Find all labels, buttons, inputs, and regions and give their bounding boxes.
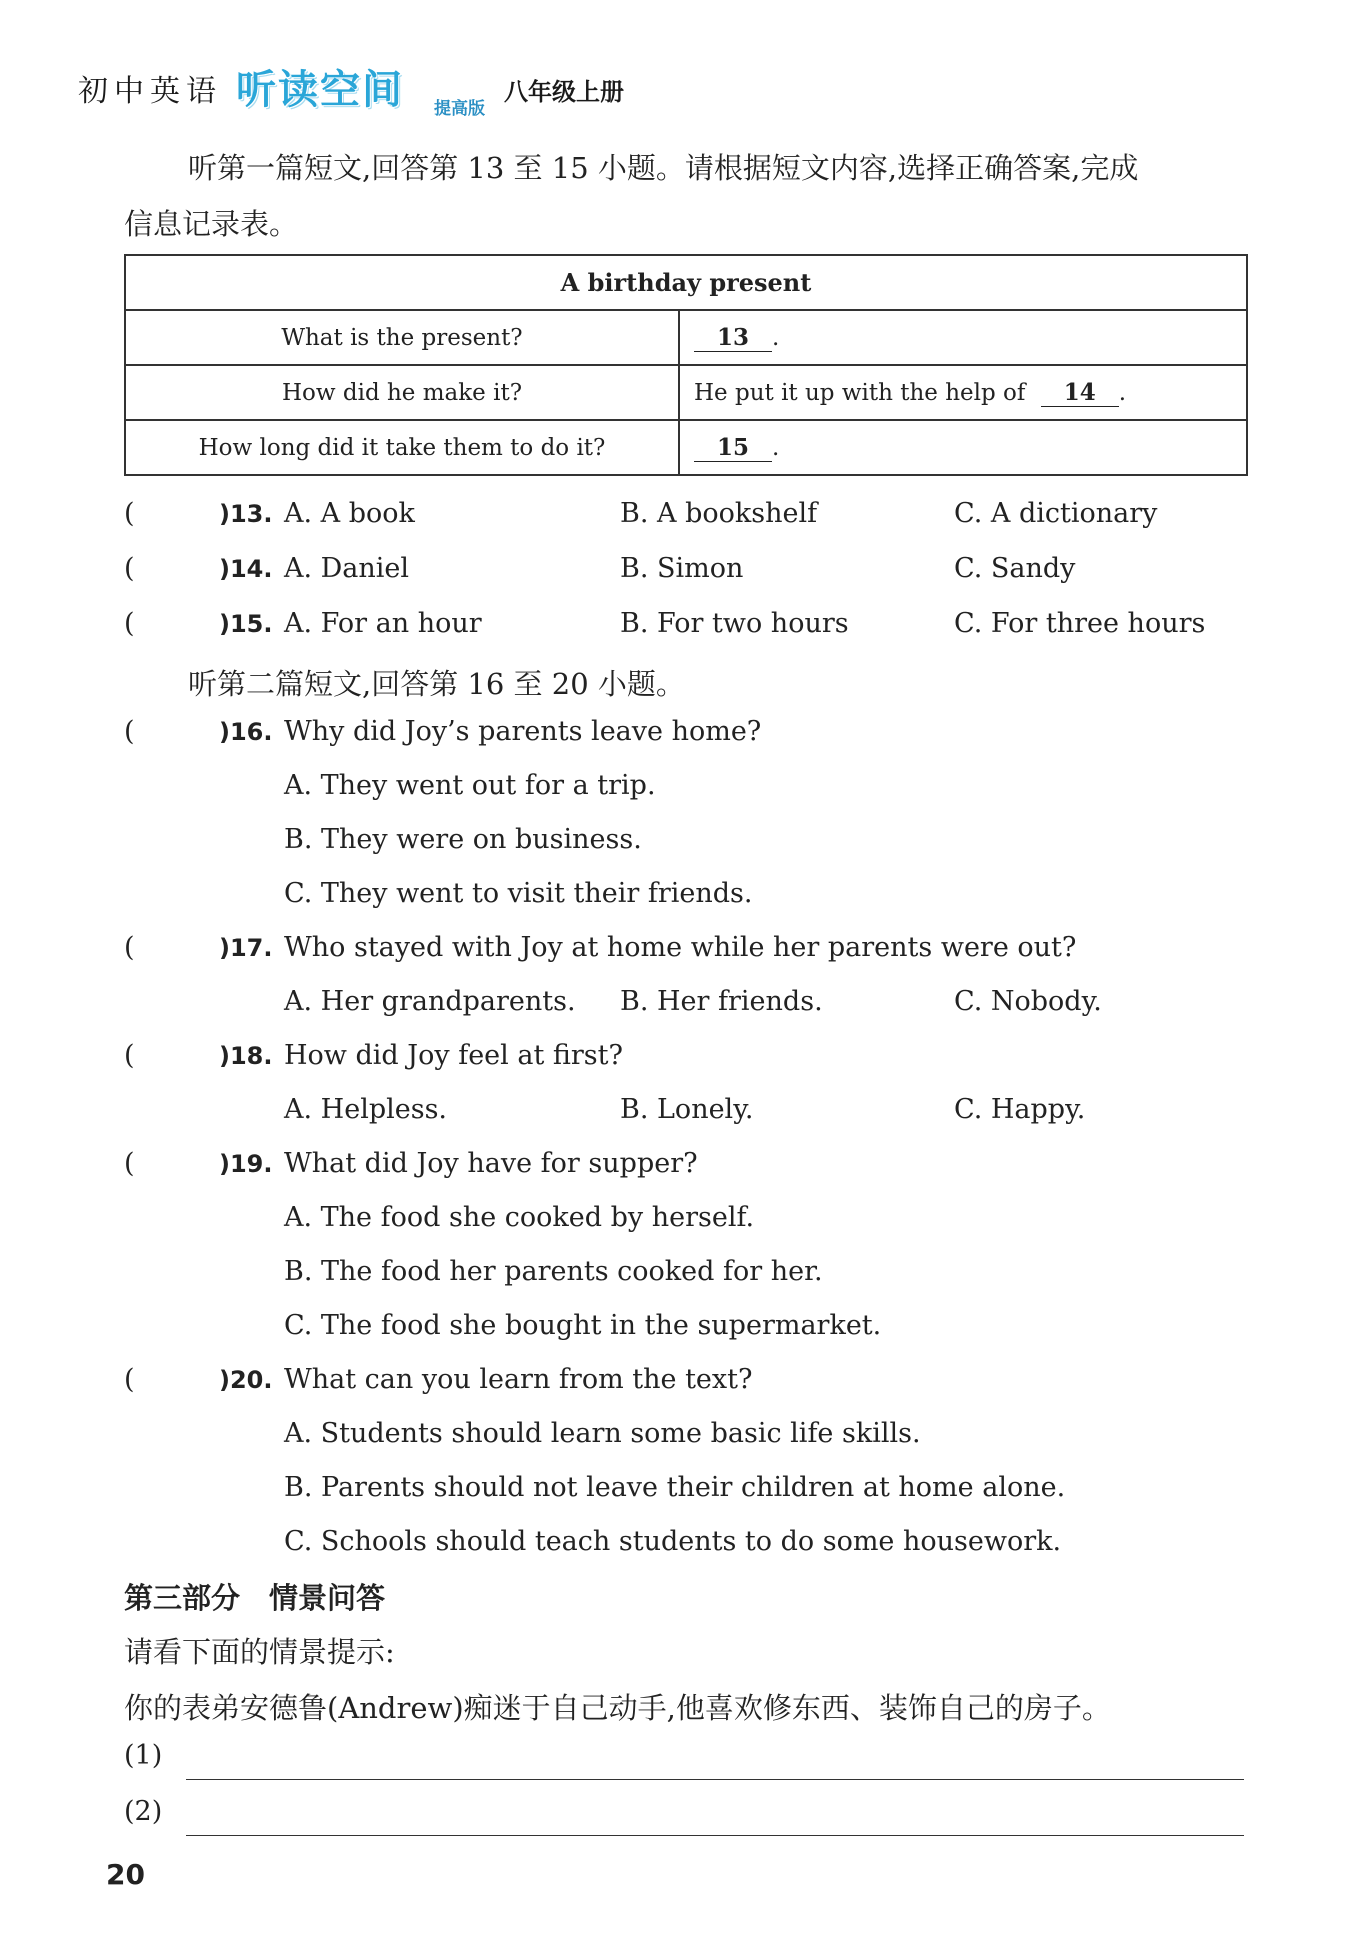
answer-label-2: (2) xyxy=(124,1796,163,1827)
question-number: )14. xyxy=(219,555,273,583)
table-answer xyxy=(679,420,1247,475)
option-c: C. Happy. xyxy=(954,1094,1086,1125)
question-number: )15. xyxy=(219,610,273,638)
question-number: )18. xyxy=(219,1042,273,1070)
question-stem: What did Joy have for supper? xyxy=(284,1148,698,1179)
table-question: How did he make it? xyxy=(125,365,679,420)
brand-title: 听读空间 xyxy=(236,67,404,113)
series-title: 初中英语 xyxy=(78,74,222,109)
table-answer xyxy=(679,310,1247,365)
answer-paren[interactable]: ( xyxy=(124,932,135,963)
question-17-options xyxy=(124,986,1250,1026)
section1-instruction-line1: 听第一篇短文,回答第 13 至 15 小题。请根据短文内容,选择正确答案,完成 xyxy=(188,151,1139,185)
question-17 xyxy=(124,932,1250,972)
option-c: C. For three hours xyxy=(954,608,1206,639)
option-c: C. The food she bought in the supermarket. xyxy=(284,1310,882,1341)
option-a: A. For an hour xyxy=(284,608,482,639)
page-header xyxy=(78,58,678,118)
table-question: How long did it take them to do it? xyxy=(125,420,679,475)
answer-blank-13[interactable]: 13 xyxy=(694,324,772,352)
answer-line-1[interactable] xyxy=(186,1778,1244,1780)
question-number: )17. xyxy=(219,934,273,962)
question-stem: How did Joy feel at first? xyxy=(284,1040,623,1071)
answer-paren[interactable]: ( xyxy=(124,498,135,529)
option-a: A. Helpless. xyxy=(284,1094,448,1125)
question-14 xyxy=(124,553,1250,593)
answer-suffix: . xyxy=(1118,379,1127,406)
grade-label: 八年级上册 xyxy=(504,78,624,106)
table-header-row xyxy=(125,255,1247,310)
answer-suffix: . xyxy=(772,324,780,351)
option-a: A. A book xyxy=(284,498,415,529)
answer-paren[interactable]: ( xyxy=(124,553,135,584)
table-question: What is the present? xyxy=(125,310,679,365)
option-a: A. Students should learn some basic life skills. xyxy=(284,1418,921,1449)
option-c: C. A dictionary xyxy=(954,498,1158,529)
question-number: )19. xyxy=(219,1150,273,1178)
question-16 xyxy=(124,716,1250,756)
answer-paren[interactable]: ( xyxy=(124,716,135,747)
question-number: )20. xyxy=(219,1366,273,1394)
option-c: C. They went to visit their friends. xyxy=(284,878,753,909)
part3-title: 第三部分 情景问答 xyxy=(124,1581,386,1615)
edition-label: 提高版 xyxy=(434,99,485,119)
option-b: B. For two hours xyxy=(620,608,849,639)
option-b: B. Lonely. xyxy=(620,1094,754,1125)
part3-prompt-text: 你的表弟安德鲁(Andrew)痴迷于自己动手,他喜欢修东西、装饰自己的房子。 xyxy=(124,1691,1111,1725)
option-c: C. Schools should teach students to do some housework. xyxy=(284,1526,1062,1557)
question-15 xyxy=(124,608,1250,648)
table-row xyxy=(125,310,1247,365)
option-b: B. A bookshelf xyxy=(620,498,818,529)
answer-label-1: (1) xyxy=(124,1740,163,1771)
option-a: A. The food she cooked by herself. xyxy=(284,1202,755,1233)
answer-paren[interactable]: ( xyxy=(124,1364,135,1395)
page-number: 20 xyxy=(106,1858,145,1891)
option-a: A. Daniel xyxy=(284,553,410,584)
table-answer xyxy=(679,365,1247,420)
answer-suffix: . xyxy=(772,434,780,461)
answer-paren[interactable]: ( xyxy=(124,1040,135,1071)
question-stem: What can you learn from the text? xyxy=(284,1364,753,1395)
section2-instruction: 听第二篇短文,回答第 16 至 20 小题。 xyxy=(188,667,685,701)
option-b: B. Parents should not leave their children at home alone. xyxy=(284,1472,1066,1503)
option-a: A. Her grandparents. xyxy=(284,986,576,1017)
answer-line-2[interactable] xyxy=(186,1834,1244,1836)
answer-blank-15[interactable]: 15 xyxy=(694,434,772,462)
question-stem: Who stayed with Joy at home while her parents were out? xyxy=(284,932,1077,963)
question-19 xyxy=(124,1148,1250,1188)
option-b: B. Simon xyxy=(620,553,744,584)
option-b: B. They were on business. xyxy=(284,824,642,855)
part3-prompt-label: 请看下面的情景提示: xyxy=(124,1635,395,1669)
question-20 xyxy=(124,1364,1250,1404)
question-13 xyxy=(124,498,1250,538)
section1-instruction-line2: 信息记录表。 xyxy=(124,207,299,241)
answer-paren[interactable]: ( xyxy=(124,608,135,639)
answer-blank-14[interactable]: 14 xyxy=(1041,379,1119,407)
table-row xyxy=(125,420,1247,475)
option-a: A. They went out for a trip. xyxy=(284,770,656,801)
option-b: B. The food her parents cooked for her. xyxy=(284,1256,823,1287)
question-18 xyxy=(124,1040,1250,1080)
question-18-options xyxy=(124,1094,1250,1134)
option-c: C. Nobody. xyxy=(954,986,1102,1017)
info-record-table xyxy=(124,254,1248,476)
answer-prefix: He put it up with the help of xyxy=(694,379,1026,406)
table-row xyxy=(125,365,1247,420)
question-stem: Why did Joy’s parents leave home? xyxy=(284,716,762,747)
question-number: )13. xyxy=(219,500,273,528)
table-title: A birthday present xyxy=(125,255,1247,310)
option-c: C. Sandy xyxy=(954,553,1076,584)
option-b: B. Her friends. xyxy=(620,986,823,1017)
question-number: )16. xyxy=(219,718,273,746)
answer-paren[interactable]: ( xyxy=(124,1148,135,1179)
